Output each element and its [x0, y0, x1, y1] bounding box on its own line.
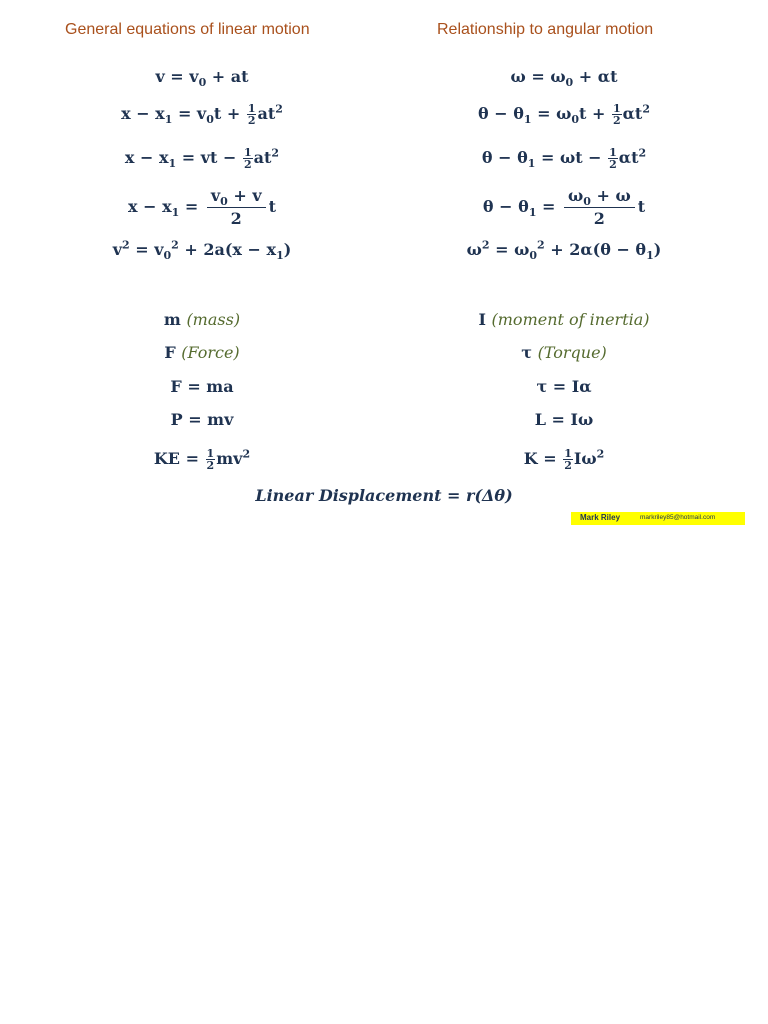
angular-momentum-equation: L = Iω: [534, 410, 594, 429]
kinetic-energy-equation: KE = $\frac{1}{2}$ $mv^2$: [153, 447, 251, 472]
angular-velocity-equation: $\omega = \omega_0 + \alpha t$: [510, 67, 618, 90]
author-email: markriley85@hotmail.com: [640, 514, 716, 521]
linear-velocity-squared-equation: $v^2 = v_0^2 + 2a(x - x_1)$: [112, 238, 292, 263]
force-equation: F = ma: [170, 377, 234, 396]
fraction: $\frac{1}{2}$: [564, 447, 572, 472]
linear-velocity-equation: $v = v_0$ + at: [155, 67, 249, 90]
rotational-kinetic-energy-equation: K = $\frac{1}{2}$ $I\omega^2$: [523, 447, 605, 472]
fraction: $\frac{\omega_0 + \omega}{2}$: [564, 185, 635, 230]
author-credit: [571, 512, 745, 525]
angular-displacement-equation-1: $\theta - \theta_1 = \omega_0t$ + $\frac{1}{2}$ $\alpha t^2$: [478, 102, 650, 127]
moment-of-inertia-definition: I (moment of inertia): [478, 310, 650, 329]
torque-definition: τ (Torque): [521, 343, 607, 362]
fraction: $\frac{v_0 + v}{2}$: [207, 185, 266, 230]
fraction: $\frac{1}{2}$: [612, 102, 621, 127]
angular-average-velocity-equation: $\theta - \theta_1$ = $\frac{\omega_0 + \omega}{2}$ t: [482, 186, 646, 228]
fraction: $\frac{1}{2}$: [243, 146, 252, 171]
mass-definition: m (mass): [163, 310, 241, 329]
fraction: $\frac{1}{2}$: [609, 146, 617, 171]
angular-displacement-equation-2: $\theta - \theta_1 = \omega t$ − $\frac{1}{2}$ $\alpha t^2$: [481, 146, 647, 171]
torque-equation: τ = Iα: [536, 377, 592, 396]
angular-header: Relationship to angular motion: [437, 21, 654, 38]
linear-displacement-formula: Linear Displacement = r(Δθ): [255, 486, 513, 505]
linear-header: General equations of linear motion: [65, 21, 310, 38]
linear-displacement-equation-1: $x - x_1 = v_0t$ + $\frac{1}{2}$ $at^2$: [121, 102, 283, 127]
fraction: $\frac{1}{2}$: [206, 447, 215, 472]
linear-displacement-equation-2: $x - x_1$ = vt − $\frac{1}{2}$ $at^2$: [124, 146, 280, 171]
fraction: $\frac{1}{2}$: [247, 102, 256, 127]
force-definition: F (Force): [164, 343, 240, 362]
author-name: Mark Riley: [580, 513, 621, 522]
momentum-equation: P = mv: [170, 410, 234, 429]
linear-average-velocity-equation: $x - x_1$ = $\frac{v_0 + v}{2}$ t: [127, 186, 276, 228]
angular-velocity-squared-equation: $\omega^2 = \omega_0^2 + 2\alpha(\theta - \theta_1)$: [466, 238, 662, 263]
